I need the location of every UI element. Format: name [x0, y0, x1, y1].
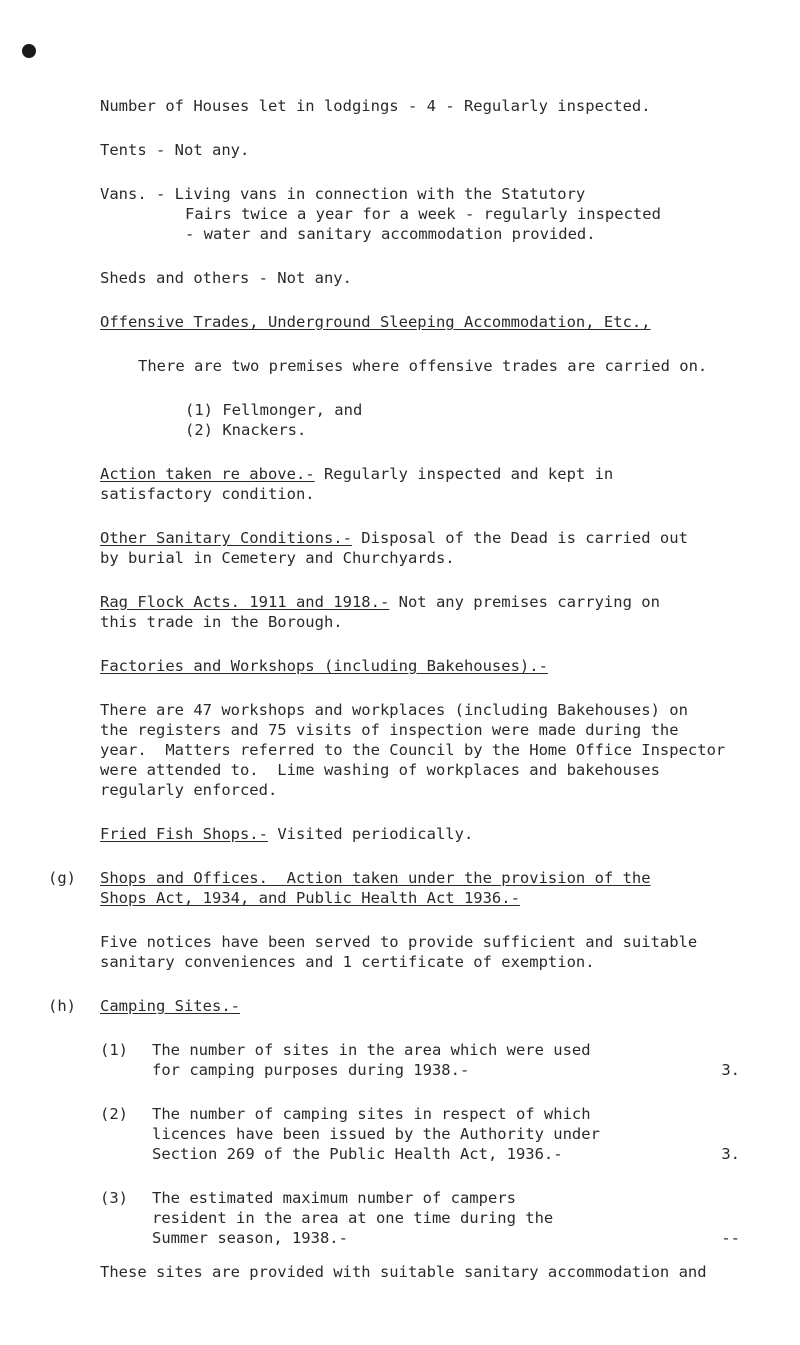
- camping-item-1-value: 3.: [721, 1061, 740, 1079]
- offensive-item-2: (2) Knackers.: [185, 421, 307, 439]
- rag-flock-text: Not any premises carrying on: [389, 593, 660, 611]
- camping-item-3-line-2: resident in the area at one time during the: [152, 1209, 554, 1227]
- camping-item-1-line-1: The number of sites in the area which were used: [152, 1041, 591, 1059]
- rag-flock-heading: Rag Flock Acts. 1911 and 1918.-: [100, 593, 390, 611]
- camping-item-3-label: (3): [100, 1189, 128, 1207]
- camping-item-3-line-1: The estimated maximum number of campers: [152, 1189, 516, 1207]
- action-heading: Action taken re above.-: [100, 465, 315, 483]
- action-text-2: satisfactory condition.: [100, 485, 315, 503]
- sheds-line: Sheds and others - Not any.: [100, 269, 352, 287]
- rag-flock-line: [100, 592, 660, 612]
- other-sanitary-text: Disposal of the Dead is carried out: [351, 529, 688, 547]
- sites-text-1: These sites are provided with suitable sanitary accommodation and: [100, 1263, 707, 1281]
- rag-flock-text-2: this trade in the Borough.: [100, 613, 343, 631]
- offensive-item-1: (1) Fellmonger, and: [185, 401, 363, 419]
- factories-line-5: regularly enforced.: [100, 781, 278, 799]
- tents-line: Tents - Not any.: [100, 141, 250, 159]
- camping-item-2-line-1: The number of camping sites in respect of which: [152, 1105, 591, 1123]
- shops-heading-1: Shops and Offices. Action taken under the provision of the: [100, 869, 651, 887]
- ink-blot: [22, 44, 36, 58]
- vans-line-2: Fairs twice a year for a week - regularly inspected: [185, 205, 661, 223]
- action-line: [100, 464, 613, 484]
- offensive-trades-heading: Offensive Trades, Underground Sleeping Accommodation, Etc.,: [100, 313, 651, 331]
- section-g-label: (g): [48, 869, 76, 887]
- action-text: Regularly inspected and kept in: [314, 465, 614, 483]
- shops-text-2: sanitary conveniences and 1 certificate of exemption.: [100, 953, 595, 971]
- fried-fish-heading: Fried Fish Shops.-: [100, 825, 268, 843]
- camping-item-2-line-2: licences have been issued by the Authority under: [152, 1125, 600, 1143]
- fried-fish-line: [100, 824, 473, 844]
- camping-item-1-line-2: for camping purposes during 1938.-: [152, 1061, 470, 1079]
- section-h-label: (h): [48, 997, 76, 1015]
- camping-item-3-line-3: Summer season, 1938.-: [152, 1229, 348, 1247]
- other-sanitary-heading: Other Sanitary Conditions.-: [100, 529, 352, 547]
- camping-item-2-value: 3.: [721, 1145, 740, 1163]
- factories-line-2: the registers and 75 visits of inspection were made during the: [100, 721, 679, 739]
- factories-line-3: year. Matters referred to the Council by the Home Office Inspector: [100, 741, 726, 759]
- other-sanitary-text-2: by burial in Cemetery and Churchyards.: [100, 549, 455, 567]
- camping-item-1-label: (1): [100, 1041, 128, 1059]
- shops-heading-2: Shops Act, 1934, and Public Health Act 1936.-: [100, 889, 520, 907]
- fried-fish-text: Visited periodically.: [267, 825, 474, 843]
- camping-item-2-label: (2): [100, 1105, 128, 1123]
- camping-item-3-value: --: [721, 1229, 740, 1247]
- factories-heading: Factories and Workshops (including Bakehouses).-: [100, 657, 548, 675]
- camping-sites-heading: Camping Sites.-: [100, 997, 240, 1015]
- factories-line-4: were attended to. Lime washing of workplaces and bakehouses: [100, 761, 660, 779]
- offensive-trades-text: There are two premises where offensive trades are carried on.: [138, 357, 708, 375]
- vans-line-1: Vans. - Living vans in connection with the Statutory: [100, 185, 586, 203]
- vans-line-3: - water and sanitary accommodation provided.: [185, 225, 596, 243]
- shops-text-1: Five notices have been served to provide sufficient and suitable: [100, 933, 698, 951]
- factories-line-1: There are 47 workshops and workplaces (including Bakehouses) on: [100, 701, 688, 719]
- houses-line: Number of Houses let in lodgings - 4 - Regularly inspected.: [100, 97, 651, 115]
- other-sanitary-line: [100, 528, 688, 548]
- camping-item-2-line-3: Section 269 of the Public Health Act, 1936.-: [152, 1145, 563, 1163]
